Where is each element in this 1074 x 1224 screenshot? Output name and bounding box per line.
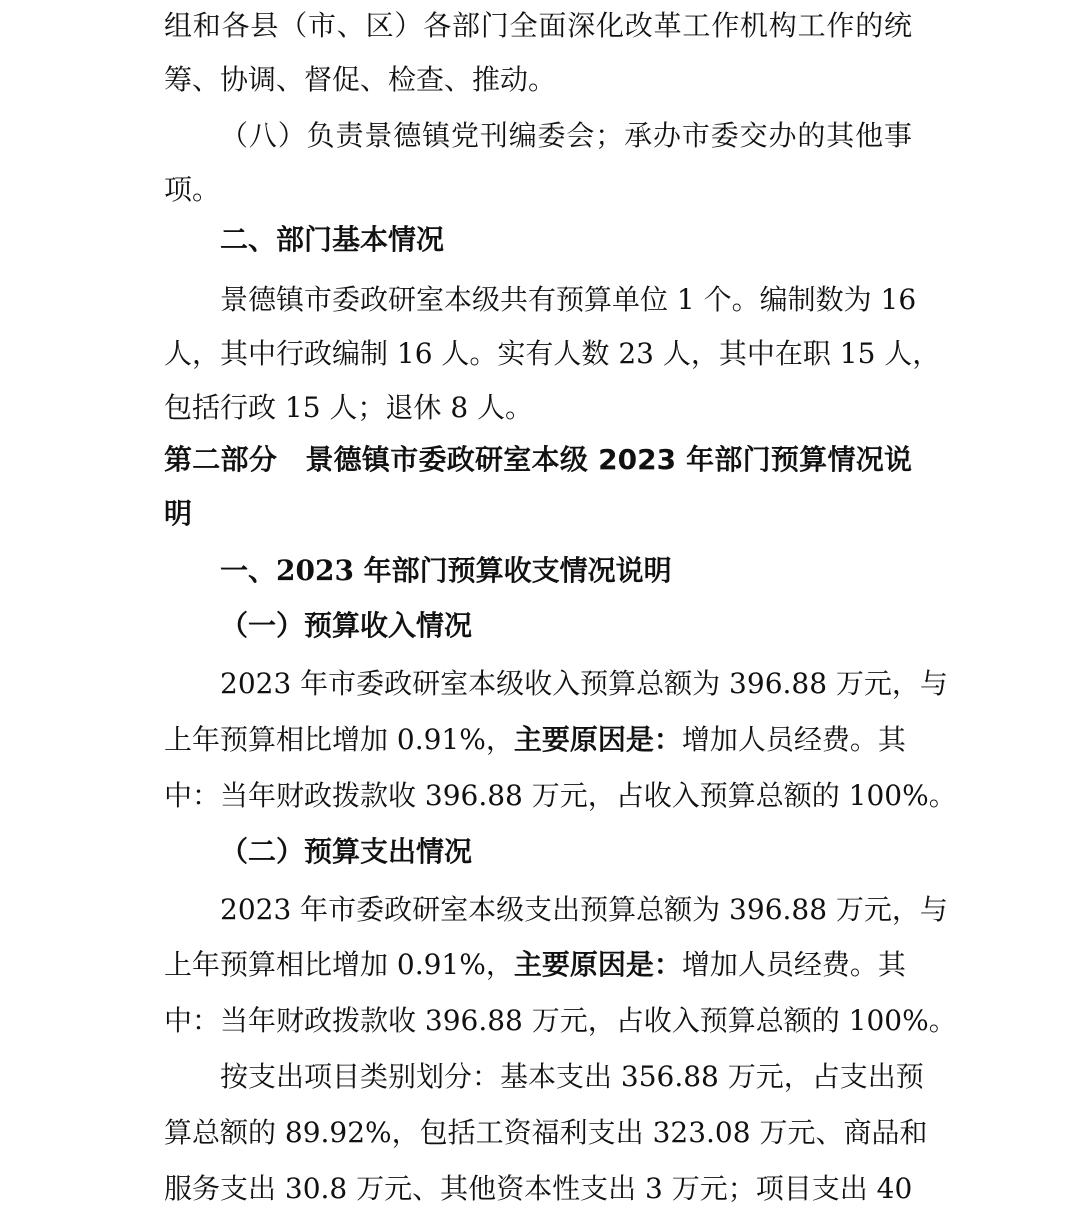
subsection-heading: （二）预算支出情况 <box>220 835 473 868</box>
text-line: （八）负责景德镇党刊编委会；承办市委交办的其他事 <box>220 119 912 152</box>
text-segment: 增加人员经费。其 <box>681 723 906 756</box>
text-line: 项。 <box>164 173 221 206</box>
part-heading-continued: 明 <box>164 497 193 530</box>
text-line: 景德镇市委政研室本级共有预算单位 1 个。编制数为 16 <box>220 283 917 316</box>
text-line <box>164 945 912 985</box>
text-line: 筹、协调、督促、检查、推动。 <box>164 63 557 96</box>
text-line: 2023 年市委政研室本级支出预算总额为 396.88 万元，与 <box>220 893 948 926</box>
text-line: 中：当年财政拨款收 396.88 万元，占收入预算总额的 100%。 <box>164 779 957 812</box>
section-heading: 一、2023 年部门预算收支情况说明 <box>220 554 672 587</box>
text-line: 服务支出 30.8 万元、其他资本性支出 3 万元；项目支出 40 <box>164 1172 913 1205</box>
text-line: 按支出项目类别划分：基本支出 356.88 万元，占支出预 <box>220 1060 924 1093</box>
part-heading: 第二部分 景德镇市委政研室本级 2023 年部门预算情况说 <box>164 443 912 476</box>
text-segment: 上年预算相比增加 0.91%， <box>164 948 514 981</box>
text-segment: 上年预算相比增加 0.91%， <box>164 723 514 756</box>
section-heading: 二、部门基本情况 <box>220 223 445 256</box>
subsection-heading: （一）预算收入情况 <box>220 609 473 642</box>
text-line: 2023 年市委政研室本级收入预算总额为 396.88 万元，与 <box>220 667 948 700</box>
text-line: 中：当年财政拨款收 396.88 万元，占收入预算总额的 100%。 <box>164 1004 957 1037</box>
text-line: 算总额的 89.92%，包括工资福利支出 323.08 万元、商品和 <box>164 1116 928 1149</box>
text-line: 人，其中行政编制 16 人。实有人数 23 人，其中在职 15 人， <box>164 337 941 370</box>
emphasis-text: 主要原因是： <box>513 723 682 756</box>
text-line <box>164 720 912 760</box>
text-line: 组和各县（市、区）各部门全面深化改革工作机构工作的统 <box>164 9 912 42</box>
text-segment: 增加人员经费。其 <box>681 948 906 981</box>
emphasis-text: 主要原因是： <box>513 948 682 981</box>
text-line: 包括行政 15 人；退休 8 人。 <box>164 391 534 424</box>
